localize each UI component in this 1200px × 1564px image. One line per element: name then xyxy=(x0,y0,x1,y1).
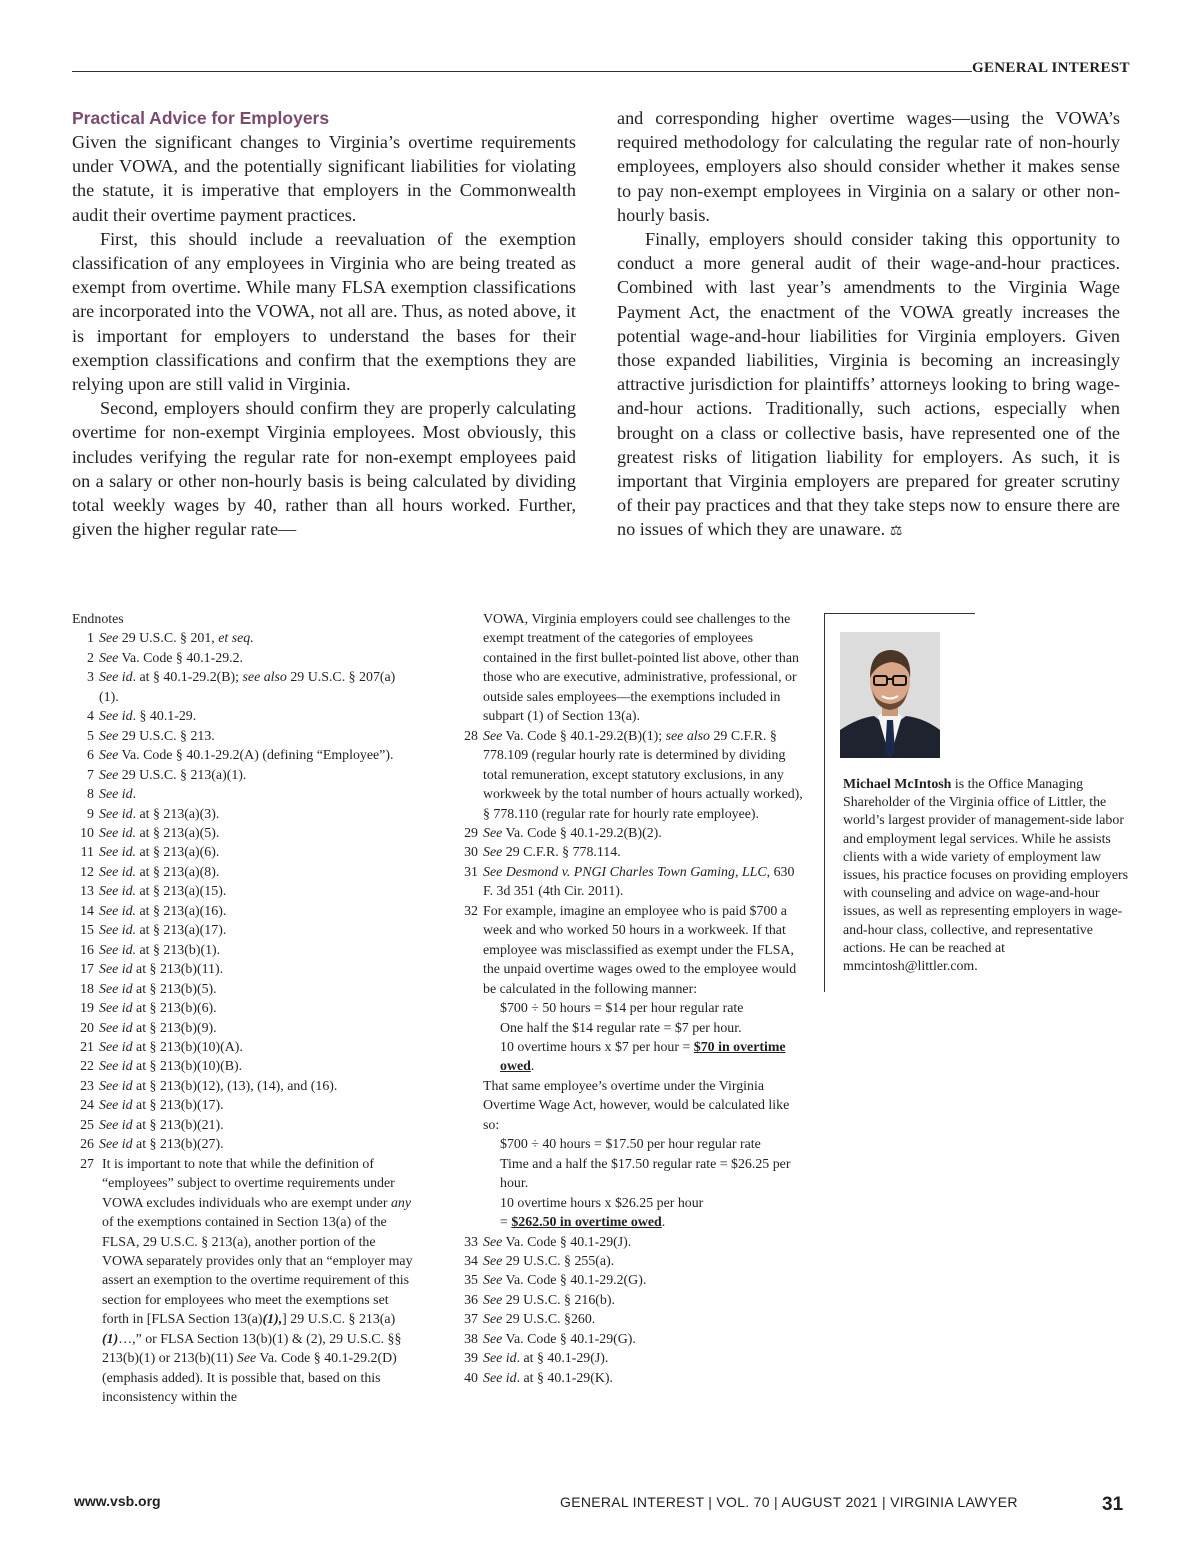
calc-intro: That same employee’s overtime under the Virginia Overtime Wage Act, however, would be calculated like so: xyxy=(483,1078,790,1133)
author-photo xyxy=(840,632,940,758)
calc-line: 10 overtime hours x $26.25 per hour xyxy=(500,1195,704,1211)
endnote-text: See 29 U.S.C. § 201, et seq. xyxy=(99,631,254,647)
endnote-number: 11 xyxy=(80,845,94,861)
endnote xyxy=(72,921,417,940)
endnote xyxy=(72,1019,417,1038)
endnote-number: 40 xyxy=(464,1370,478,1386)
endnote xyxy=(72,863,417,882)
article-left-column xyxy=(72,106,576,541)
endnote-number: 33 xyxy=(464,1234,478,1250)
page-number: 31 xyxy=(1102,1494,1124,1515)
endnote-number: 15 xyxy=(80,923,94,939)
endnote xyxy=(72,1057,417,1076)
endnote: 29 See Va. Code § 40.1-29.2(B)(2). xyxy=(464,825,662,841)
endnote-text: See id at § 213(b)(6). xyxy=(99,1001,217,1017)
endnote-number: 3 xyxy=(87,670,94,686)
endnote-text: See 29 U.S.C. § 213(a)(1). xyxy=(99,767,247,783)
endnote-text: See id. at § 213(a)(6). xyxy=(99,845,220,861)
footer-url: www.vsb.org xyxy=(74,1493,161,1509)
endnote xyxy=(456,1330,806,1349)
endnote-number: 18 xyxy=(80,981,94,997)
endnotes-column-1 xyxy=(72,610,417,1408)
endnote-number: 14 xyxy=(80,903,94,919)
endnote xyxy=(72,941,417,960)
article-paragraph xyxy=(617,227,1120,544)
endnote xyxy=(72,785,417,804)
endnote-number: 38 xyxy=(464,1331,478,1347)
endnote-text: See 29 U.S.C. §260. xyxy=(483,1312,596,1328)
endnote-text: See id. § 40.1-29. xyxy=(99,709,197,725)
endnote-text: See id. at § 213(a)(3). xyxy=(99,806,220,822)
endnote-number: 22 xyxy=(80,1059,94,1075)
endnote xyxy=(456,1369,806,1388)
endnote-continuation: VOWA, Virginia employers could see challenges to the exempt treatment of the categories of employees contained in the first bullet-pointed list above, other than those who are executive, administrative, professional, or outside sales employees—the exemptions included in subpart (1) of Section 13(a). xyxy=(483,612,799,725)
calc-line: One half the $14 regular rate = $7 per hour. xyxy=(500,1020,742,1036)
endnote xyxy=(72,1135,417,1154)
endnote-text: See Va. Code § 40.1-29(J). xyxy=(483,1234,632,1250)
endnote-number: 2 xyxy=(87,650,94,666)
author-portrait-icon xyxy=(840,632,940,758)
endnote-text: See 29 U.S.C. § 213. xyxy=(99,728,215,744)
article-paragraph: Given the significant changes to Virginia’s overtime requirements under VOWA, and the potentially significant liabilities for violating the statute, it is imperative that employers in the Commonwealth audit their overtime payment practices. xyxy=(72,132,576,225)
calc-total: $70 in overtime owed xyxy=(500,1039,786,1075)
endnote-text: See Va. Code § 40.1-29.2. xyxy=(99,650,244,666)
footer-running-title: GENERAL INTEREST | VOL. 70 | AUGUST 2021 | VIRGINIA LAWYER xyxy=(560,1494,1018,1510)
endnote xyxy=(72,727,417,746)
endnote-text: See id. at § 213(a)(15). xyxy=(99,884,227,900)
endnote-number: 9 xyxy=(87,806,94,822)
endnote xyxy=(72,805,417,824)
calc-line: = $262.50 in overtime owed. xyxy=(500,1215,666,1231)
endnote xyxy=(72,746,417,765)
endnotes-column-2 xyxy=(456,610,806,1388)
endnote-number: 36 xyxy=(464,1292,478,1308)
endnote xyxy=(72,843,417,862)
endnote-text: See id. at § 40.1-29.2(B); see also 29 U.S.C. § 207(a) (1). xyxy=(99,670,396,705)
endnote xyxy=(72,1077,417,1096)
endnotes-title: Endnotes xyxy=(72,612,124,627)
endnote xyxy=(456,1291,806,1310)
endnote-text: See id. at § 213(a)(5). xyxy=(99,825,220,841)
author-bio xyxy=(843,776,1133,976)
endnote-text: See id at § 213(b)(5). xyxy=(99,981,217,997)
calc-line: 10 overtime hours x $7 per hour = $70 in overtime owed. xyxy=(500,1039,786,1075)
endnote-number: 5 xyxy=(87,728,94,744)
endnote xyxy=(456,1310,806,1329)
endnote: 31 See Desmond v. PNGI Charles Town Gaming, LLC, 630 F. 3d 351 (4th Cir. 2011). xyxy=(464,864,795,900)
endnote-text: See id at § 213(b)(10)(B). xyxy=(99,1059,243,1075)
endnote xyxy=(72,960,417,979)
endnote-text: See Va. Code § 40.1-29.2(G). xyxy=(483,1273,647,1289)
endnote xyxy=(72,882,417,901)
endnote-number: 26 xyxy=(80,1137,94,1153)
endnote-text: It is important to note that while the definition of “employees” subject to overtime requirements under VOWA excludes individuals who are exempt under any of the exemptions contained in Section 13(a) of the FLSA, 29 U.S.C. § 213(a), another portion of the VOWA separately provides only that an “employer may assert an exemption to the overtime requirement of this section for employees who meet the exemptions set forth in [FLSA Section 13(a)(1),] 29 U.S.C. § 213(a)(1)…,” or FLSA Section 13(b)(1) & (2), 29 U.S.C. §§ 213(b)(1) or 213(b)(11) See Va. Code § 40.1-29.2(D) (emphasis added). It is possible that, based on this inconsistency within the xyxy=(102,1156,413,1406)
article-paragraph: First, this should include a reevaluation of the exemption classification of any employees in Virginia who are being treated as exempt from overtime. While many FLSA exemption classifications are incorporated into the VOWA, not all are. Thus, as noted above, it is important for employers to understand the bases for their exemption classifications and confirm that the exemptions they are relying upon are still valid in Virginia. xyxy=(72,228,576,395)
endnote-number: 37 xyxy=(464,1312,478,1328)
endnote xyxy=(72,999,417,1018)
endnote xyxy=(72,1116,417,1135)
endnote-number: 8 xyxy=(87,787,94,803)
endnote-number: 12 xyxy=(80,864,94,880)
endnote-number: 39 xyxy=(464,1351,478,1367)
calc-line: $700 ÷ 50 hours = $14 per hour regular rate xyxy=(500,1001,744,1017)
endnote xyxy=(456,1271,806,1290)
author-bio-text: is the Office Managing Shareholder of the Virginia office of Littler, the world’s largest provider of management-side labor and employment legal services. While he assists clients with a wide variety of employment law issues, his practice focuses on providing employers with counseling and advice on wage-and-hour issues, as well as representing employers in wage-and-hour class, collective, and representative actions. He can be reached at mmcintosh@littler.com. xyxy=(843,777,1129,975)
section-subhead: Practical Advice for Employers xyxy=(72,108,330,128)
endnote-text: See id. at § 40.1-29(J). xyxy=(483,1351,609,1367)
article-paragraph: Second, employers should confirm they are properly calculating overtime for non-exempt Virginia employees. Most obviously, this includes verifying the regular rate for non-exempt employees paid on a salary or other non-hourly basis is being calculated by dividing total weekly wages by 40, rather than all hours worked. Further, given the higher regular rate— xyxy=(72,398,576,540)
article-paragraph-text: Finally, employers should consider taking this opportunity to conduct a more general audit of their wage-and-hour practices. Combined with last year’s amendments to the Virginia Wage Payment Act, the enactment of the VOWA greatly increases the potential wage-and-hour liabilities for Virginia employers. Given those expanded liabilities, Virginia is becoming an increasingly attractive jurisdiction for plaintiffs’ attorneys looking to bring wage-and-hour actions. Traditionally, such actions, especially when brought on a class or collective basis, have represented one of the greatest risks of litigation liability for employers. As such, it is important that Virginia employers are prepared for greater scrutiny of their pay practices and that they take steps now to ensure there are no issues of which they are unaware. xyxy=(617,229,1120,540)
endnote xyxy=(456,1233,806,1252)
endnote-text: See id. at § 213(a)(17). xyxy=(99,923,227,939)
article-right-column xyxy=(617,106,1120,544)
endnote-number: 20 xyxy=(80,1020,94,1036)
endnote-number: 25 xyxy=(80,1117,94,1133)
endnote xyxy=(456,1349,806,1368)
endnote-number: 6 xyxy=(87,748,94,764)
endnote-number: 10 xyxy=(80,825,94,841)
endnote: 28 See Va. Code § 40.1-29.2(B)(1); see also 29 C.F.R. § 778.109 (regular hourly rate is determined by dividing total remuneration, except statutory exclusions, in any workweek by the total number of hours actually worked), § 778.110 (regular rate for hourly rate employee). xyxy=(464,728,803,822)
endnote-text: See id at § 213(b)(9). xyxy=(99,1020,217,1036)
endnote xyxy=(72,1096,417,1115)
endnote-number: 19 xyxy=(80,1001,94,1017)
endnote-number: 1 xyxy=(87,631,94,647)
endnote-text: See 29 U.S.C. § 216(b). xyxy=(483,1292,615,1308)
endnote-text: See Va. Code § 40.1-29.2(A) (defining “Employee”). xyxy=(99,748,394,764)
endnote xyxy=(72,707,417,726)
endnote-number: 23 xyxy=(80,1078,94,1094)
endnote xyxy=(72,1038,417,1057)
calc-line: $700 ÷ 40 hours = $17.50 per hour regular rate xyxy=(500,1137,761,1153)
endnote xyxy=(72,824,417,843)
endnote-text: See id. xyxy=(99,787,137,803)
endnote-text: See id at § 213(b)(27). xyxy=(99,1137,224,1153)
endnote-number: 35 xyxy=(464,1273,478,1289)
article-paragraph: and corresponding higher overtime wages—using the VOWA’s required methodology for calculating the regular rate of non-hourly employees, employers also should consider whether it makes sense to pay non-exempt employees in Virginia on a salary or other non-hourly basis. xyxy=(617,108,1120,225)
endnote-text: See id. at § 213(a)(16). xyxy=(99,903,227,919)
endnote-number: 17 xyxy=(80,962,94,978)
endnote-text: See id. at § 40.1-29(K). xyxy=(483,1370,614,1386)
endnote-text: See id at § 213(b)(17). xyxy=(99,1098,224,1114)
section-label: GENERAL INTEREST xyxy=(972,60,1130,76)
endnote xyxy=(72,668,417,707)
endnote-number: 27 xyxy=(80,1156,94,1172)
endnote-text: See id. at § 213(b)(1). xyxy=(99,942,221,958)
endnote-number: 13 xyxy=(80,884,94,900)
endnote-text: See id at § 213(b)(11). xyxy=(99,962,224,978)
endnote-number: 21 xyxy=(80,1039,94,1055)
endnote-text: See id at § 213(b)(12), (13), (14), and (16). xyxy=(99,1078,338,1094)
calc-total: $262.50 in overtime owed xyxy=(511,1215,662,1231)
calc-line: Time and a half the $17.50 regular rate = $26.25 per hour. xyxy=(500,1156,791,1192)
endnote xyxy=(72,1155,417,1408)
endnote-number: 7 xyxy=(87,767,94,783)
endnote xyxy=(72,902,417,921)
author-name: Michael McIntosh xyxy=(843,777,952,792)
endnote xyxy=(72,980,417,999)
endnote xyxy=(72,629,417,648)
endnote: 32 For example, imagine an employee who is paid $700 a week and who worked 50 hours in a workweek. If that employee was misclassified as exempt under the FLSA, the unpaid overtime wages owed to the employee would be calculated in the following manner: xyxy=(464,903,797,997)
endnote-text: See id at § 213(b)(21). xyxy=(99,1117,224,1133)
endnote xyxy=(72,766,417,785)
endnote-number: 34 xyxy=(464,1253,478,1269)
scales-of-justice-icon: ⚖ xyxy=(889,523,903,540)
endnote-number: 24 xyxy=(80,1098,94,1114)
endnote-number: 4 xyxy=(87,709,94,725)
endnote-text: See Va. Code § 40.1-29(G). xyxy=(483,1331,636,1347)
endnote-text: See id at § 213(b)(10)(A). xyxy=(99,1039,243,1055)
header-rule xyxy=(72,71,972,72)
endnote-text: See id. at § 213(a)(8). xyxy=(99,864,220,880)
endnote xyxy=(72,649,417,668)
endnote: 30 See 29 C.F.R. § 778.114. xyxy=(464,845,621,861)
endnote-number: 16 xyxy=(80,942,94,958)
endnote xyxy=(456,1252,806,1271)
endnote-text: See 29 U.S.C. § 255(a). xyxy=(483,1253,615,1269)
